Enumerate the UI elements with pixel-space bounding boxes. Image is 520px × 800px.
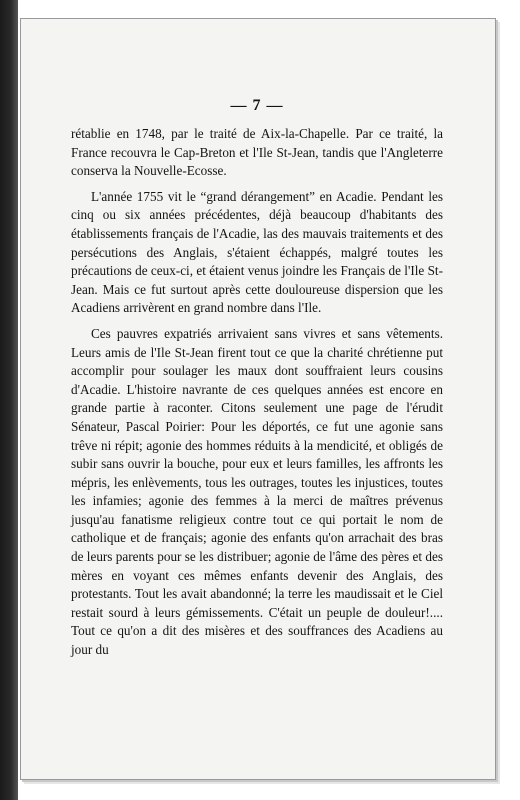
paragraph-3: Ces pauvres expatriés arrivaient sans vivres et sans vêtements. Leurs amis de l'Ile St-Jean firent tout ce que la charité chrétienne put accomplir pour soulager les maux dont souffraient leurs cousins d'Acadie. L'histoire navrante de ces quelques années est encore en grande partie à raconter. Citons seulement une page de l'érudit Sénateur, Pascal Poirier: Pour les déportés, ce fut une agonie sans trêve ni répit; agonie des hommes réduits à la mendicité, et obligés de subir sans ouvrir la bouche, pour eux et leurs familles, les affronts les mépris, les enlèvements, tous les outrages, toutes les injustices, toutes les infamies; agonie des femmes à la merci de maîtres prévenus jusqu'au fanatisme religieux contre tout ce qui portait le nom de catholique et de français; agonie des enfants qu'on arrachait des bras de leurs parents pour se les distribuer; agonie de l'âme des pères et des mères en voyant ces mêmes enfants devenir des Anglais, des protestants. Tout les avait abandonné; la terre les maudissait et le Ciel restait sourd à leurs gémissements. C'était un peuple de douleur!.... Tout ce qu'on a dit des misères et des souffrances des Acadiens au jour du — [71, 325, 443, 658]
paragraph-1: rétablie en 1748, par le traité de Aix-la-Chapelle. Par ce traité, la France recouvra le Cap-Breton et l'Ile St-Jean, tandis que l'Angleterre conserva la Nouvelle-Ecosse. — [71, 126, 443, 179]
book-page — [20, 18, 496, 780]
book-binding-edge — [0, 0, 18, 800]
paragraph-2: L'année 1755 vit le “grand dérangement” en Acadie. Pendant les cinq ou six années précédentes, déjà beaucoup d'habitants des établissements français de l'Acadie, las des mauvais traitements et des persécutions des Anglais, s'étaient échappés, malgré toutes les précautions de ceux-ci, et étaient venus joindre les Français de l'Ile St-Jean. Mais ce fut surtout après cette douloureuse dispersion que les Acadiens arrivèrent en grand nombre dans l'Ile. — [71, 188, 443, 316]
page-number: — 7 — — [230, 97, 284, 114]
page-text-block — [71, 97, 443, 660]
